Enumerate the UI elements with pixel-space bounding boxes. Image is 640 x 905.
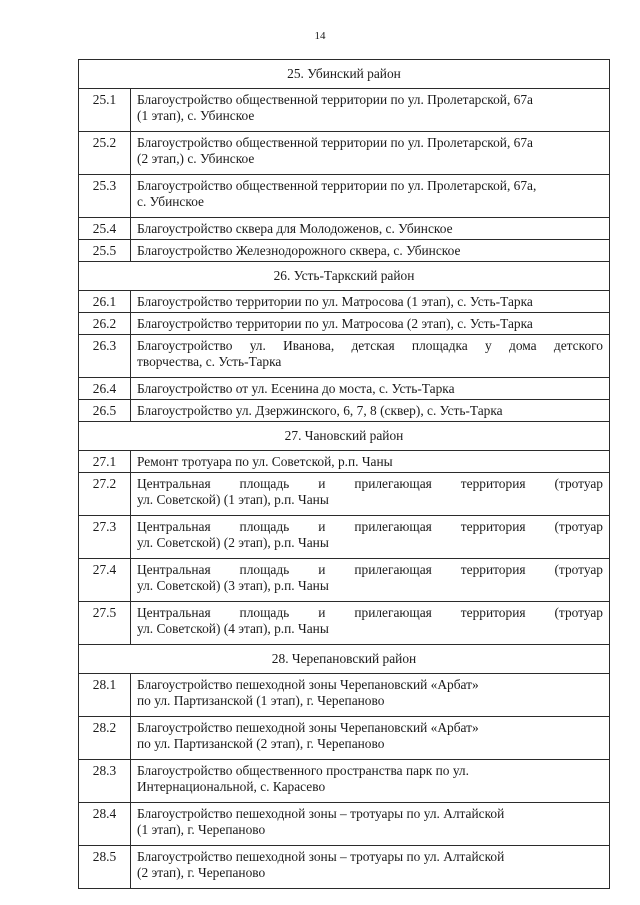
table-row xyxy=(79,313,610,335)
row-description xyxy=(131,803,610,846)
page-number: 14 xyxy=(314,30,326,42)
table-row xyxy=(79,846,610,889)
row-number: 28.1 xyxy=(79,674,131,717)
row-description xyxy=(131,846,610,889)
row-description xyxy=(131,473,610,516)
row-number: 26.3 xyxy=(79,335,131,378)
row-description-line-2: Интернациональной, с. Карасево xyxy=(137,778,326,794)
row-description xyxy=(131,335,610,378)
row-description xyxy=(131,516,610,559)
row-number: 27.1 xyxy=(79,451,131,473)
row-number: 28.4 xyxy=(79,803,131,846)
row-description xyxy=(131,602,610,645)
table-row xyxy=(79,335,610,378)
row-description-line-2: творчества, с. Усть-Тарка xyxy=(137,353,282,369)
row-description xyxy=(131,760,610,803)
row-description: Благоустройство Железнодорожного сквера, с. Убинское xyxy=(131,240,610,262)
row-number: 26.2 xyxy=(79,313,131,335)
table-row xyxy=(79,378,610,400)
row-number: 28.5 xyxy=(79,846,131,889)
row-description-line-2: по ул. Партизанской (1 этап), г. Черепаново xyxy=(137,692,385,708)
section-title: 27. Чановский район xyxy=(79,422,610,451)
row-description: Благоустройство территории по ул. Матросова (2 этап), с. Усть-Тарка xyxy=(131,313,610,335)
table-row xyxy=(79,473,610,516)
row-number: 27.2 xyxy=(79,473,131,516)
row-number: 28.3 xyxy=(79,760,131,803)
section-header-row xyxy=(79,60,610,89)
table-row xyxy=(79,674,610,717)
row-description xyxy=(131,175,610,218)
row-number: 25.5 xyxy=(79,240,131,262)
row-number: 27.4 xyxy=(79,559,131,602)
row-description-line-2: (2 этап,) с. Убинское xyxy=(137,150,255,166)
row-description xyxy=(131,717,610,760)
table-row xyxy=(79,559,610,602)
section-header-row xyxy=(79,422,610,451)
table-row xyxy=(79,602,610,645)
row-description-line-1: Центральная площадь и прилегающая территория (тротуар xyxy=(137,562,603,577)
row-description-line-2: ул. Советской) (1 этап), р.п. Чаны xyxy=(137,491,329,507)
table-row xyxy=(79,89,610,132)
row-description-line-1: Благоустройство общественной территории по ул. Пролетарской, 67а xyxy=(137,135,533,150)
row-description-line-2: (1 этап), с. Убинское xyxy=(137,107,255,123)
row-description-line-2: (1 этап), г. Черепаново xyxy=(137,821,266,837)
row-number: 27.3 xyxy=(79,516,131,559)
row-number: 28.2 xyxy=(79,717,131,760)
row-description: Ремонт тротуара по ул. Советской, р.п. Чаны xyxy=(131,451,610,473)
row-description-line-2: ул. Советской) (3 этап), р.п. Чаны xyxy=(137,577,329,593)
row-description xyxy=(131,559,610,602)
row-description xyxy=(131,89,610,132)
row-description-line-1: Центральная площадь и прилегающая территория (тротуар xyxy=(137,476,603,491)
row-number: 25.4 xyxy=(79,218,131,240)
row-description-line-1: Благоустройство пешеходной зоны – тротуары по ул. Алтайской xyxy=(137,806,505,821)
row-description-line-2: с. Убинское xyxy=(137,193,204,209)
table-row xyxy=(79,803,610,846)
section-header-row xyxy=(79,262,610,291)
row-description-line-1: Благоустройство ул. Иванова, детская площадка у дома детского xyxy=(137,338,603,353)
row-number: 27.5 xyxy=(79,602,131,645)
row-description-line-1: Благоустройство общественной территории по ул. Пролетарской, 67а, xyxy=(137,178,537,193)
table-row xyxy=(79,175,610,218)
row-number: 26.4 xyxy=(79,378,131,400)
row-number: 25.2 xyxy=(79,132,131,175)
row-description xyxy=(131,132,610,175)
table-row xyxy=(79,218,610,240)
row-description-line-2: ул. Советской) (4 этап), р.п. Чаны xyxy=(137,620,329,636)
row-number: 26.5 xyxy=(79,400,131,422)
row-number: 25.3 xyxy=(79,175,131,218)
row-description xyxy=(131,674,610,717)
table-row xyxy=(79,291,610,313)
row-number: 26.1 xyxy=(79,291,131,313)
row-description-line-1: Благоустройство общественного пространства парк по ул. xyxy=(137,763,469,778)
row-description: Благоустройство ул. Дзержинского, 6, 7, 8 (сквер), с. Усть-Тарка xyxy=(131,400,610,422)
table-row xyxy=(79,760,610,803)
row-description-line-1: Благоустройство пешеходной зоны – тротуары по ул. Алтайской xyxy=(137,849,505,864)
table-row xyxy=(79,240,610,262)
row-description: Благоустройство от ул. Есенина до моста, с. Усть-Тарка xyxy=(131,378,610,400)
row-description-line-2: ул. Советской) (2 этап), р.п. Чаны xyxy=(137,534,329,550)
section-title: 26. Усть-Таркский район xyxy=(79,262,610,291)
row-description: Благоустройство территории по ул. Матросова (1 этап), с. Усть-Тарка xyxy=(131,291,610,313)
row-description-line-1: Благоустройство общественной территории по ул. Пролетарской, 67а xyxy=(137,92,533,107)
row-description-line-1: Центральная площадь и прилегающая территория (тротуар xyxy=(137,605,603,620)
projects-table xyxy=(78,59,610,889)
row-number: 25.1 xyxy=(79,89,131,132)
row-description-line-1: Центральная площадь и прилегающая территория (тротуар xyxy=(137,519,603,534)
row-description-line-1: Благоустройство пешеходной зоны Черепановский «Арбат» xyxy=(137,677,479,692)
table-row xyxy=(79,516,610,559)
row-description-line-2: по ул. Партизанской (2 этап), г. Черепаново xyxy=(137,735,385,751)
table-row xyxy=(79,451,610,473)
section-title: 28. Черепановский район xyxy=(79,645,610,674)
row-description-line-2: (2 этап), г. Черепаново xyxy=(137,864,266,880)
section-header-row xyxy=(79,645,610,674)
row-description: Благоустройство сквера для Молодоженов, с. Убинское xyxy=(131,218,610,240)
row-description-line-1: Благоустройство пешеходной зоны Черепановский «Арбат» xyxy=(137,720,479,735)
table-row xyxy=(79,717,610,760)
table-row xyxy=(79,132,610,175)
section-title: 25. Убинский район xyxy=(79,60,610,89)
table-row xyxy=(79,400,610,422)
